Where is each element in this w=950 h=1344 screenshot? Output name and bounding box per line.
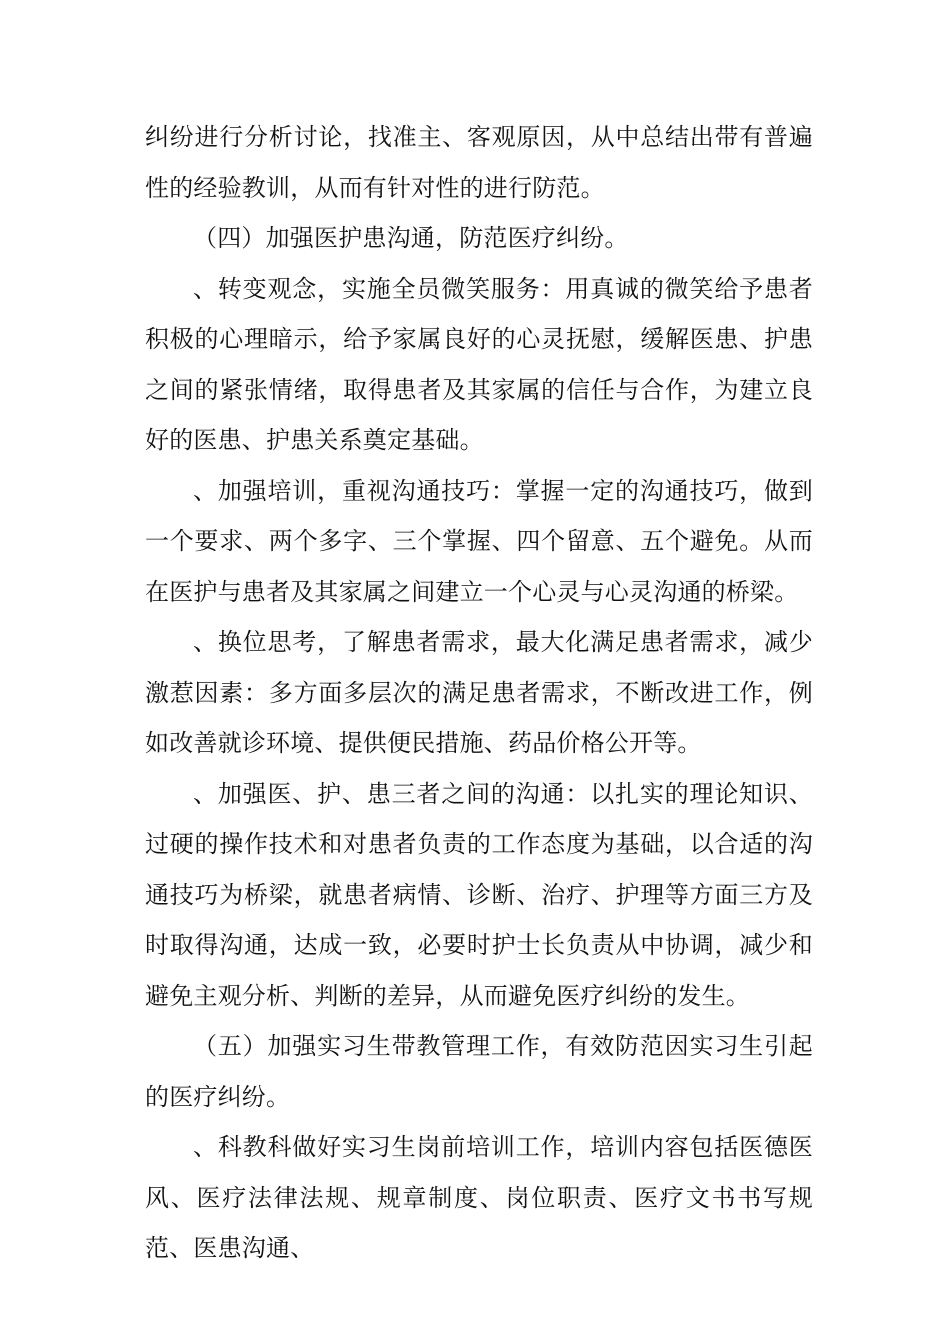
paragraph-continuation: 纠纷进行分析讨论，找准主、客观原因，从中总结出带有普遍性的经验教训，从而有针对性的进行防范。 [145, 123, 813, 202]
paragraph-communication-training: 、加强培训，重视沟通技巧：掌握一定的沟通技巧，做到一个要求、两个多字、三个掌握、四个留意、五个避免。从而在医护与患者及其家属之间建立一个心灵与心灵沟通的桥梁。 [145, 476, 813, 606]
section-heading-four: （四）加强医护患沟通，防范医疗纠纷。 [193, 224, 629, 252]
paragraph-three-party-communication: 、加强医、护、患三者之间的沟通：以扎实的理论知识、过硬的操作技术和对患者负责的工作态度为基础，以合适的沟通技巧为桥梁，就患者病情、诊断、治疗、护理等方面三方及时取得沟通，达成一致，必要时护士长负责从中协调，减少和避免主观分析、判断的差异，从而避免医疗纠纷的发生。 [145, 779, 813, 1010]
document-body [145, 112, 813, 1274]
paragraph-patient-needs: 、换位思考，了解患者需求，最大化满足患者需求，减少激惹因素：多方面多层次的满足患者需求，不断改进工作，例如改善就诊环境、提供便民措施、药品价格公开等。 [145, 628, 813, 757]
paragraph-intern-training: 、科教科做好实习生岗前培训工作，培训内容包括医德医风、医疗法律法规、规章制度、岗位职责、医疗文书书写规范、医患沟通、 [145, 1133, 813, 1262]
section-heading-five: （五）加强实习生带教管理工作，有效防范因实习生引起的医疗纠纷。 [145, 1032, 813, 1111]
paragraph-smile-service: 、转变观念，实施全员微笑服务：用真诚的微笑给予患者积极的心理暗示，给予家属良好的心灵抚慰，缓解医患、护患之间的紧张情绪，取得患者及其家属的信任与合作，为建立良好的医患、护患关系奠定基础。 [145, 274, 813, 454]
